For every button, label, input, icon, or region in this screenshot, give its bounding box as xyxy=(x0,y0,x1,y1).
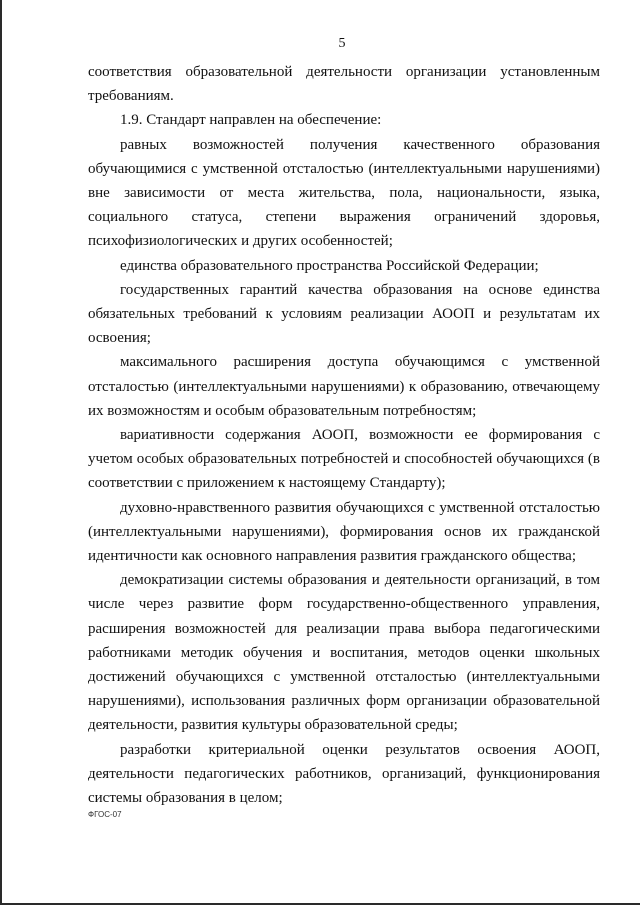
footer-code: ФГОС-07 xyxy=(88,810,122,819)
document-body xyxy=(88,60,600,810)
paragraph: вариативности содержания АООП, возможности ее формирования с учетом особых образовательных потребностей и способностей обучающихся (в соответствии с приложением к настоящему Стандарту); xyxy=(88,427,600,492)
paragraph: разработки критериальной оценки результатов освоения АООП, деятельности педагогических работников, организаций, функционирования системы образования в целом; xyxy=(88,741,600,807)
paragraph: 1.9. Стандарт направлен на обеспечение: xyxy=(120,112,382,129)
paragraph: единства образовательного пространства Российской Федерации; xyxy=(120,257,539,274)
paragraph: максимального расширения доступа обучающимся с умственной отсталостью (интеллектуальными нарушениями) к образованию, отвечающему их возможностям и особым образовательным потребностям; xyxy=(88,354,600,419)
paragraph: духовно-нравственного развития обучающихся с умственной отсталостью (интеллектуальными нарушениями), формирования основ их гражданской идентичности как основного направления развития гражданского общества; xyxy=(88,499,600,565)
paragraph: соответствия образовательной деятельности организации установленным требованиям. xyxy=(88,64,600,105)
paragraph: демократизации системы образования и деятельности организаций, в том числе через развитие форм государственно-общественного управления, расширения возможностей для реализации права выбора педагогическими работниками методик обучения и воспитания, методов оценки школьных достижений обучающихся с умственной отсталостью (интеллектуальными нарушениями), использования различных форм организации образовательной деятельности, развития культуры образовательной среды; xyxy=(88,572,600,734)
page-number: 5 xyxy=(338,36,346,51)
paragraph: равных возможностей получения качественного образования обучающимися с умственной отсталостью (интеллектуальными нарушениями) вне зависимости от места жительства, пола, национальности, языка, социального статуса, степени выражения ограничений здоровья, психофизиологических и других особенностей; xyxy=(88,136,600,250)
paragraph: государственных гарантий качества образования на основе единства обязательных требований к условиям реализации АООП и результатам их освоения; xyxy=(88,281,600,347)
